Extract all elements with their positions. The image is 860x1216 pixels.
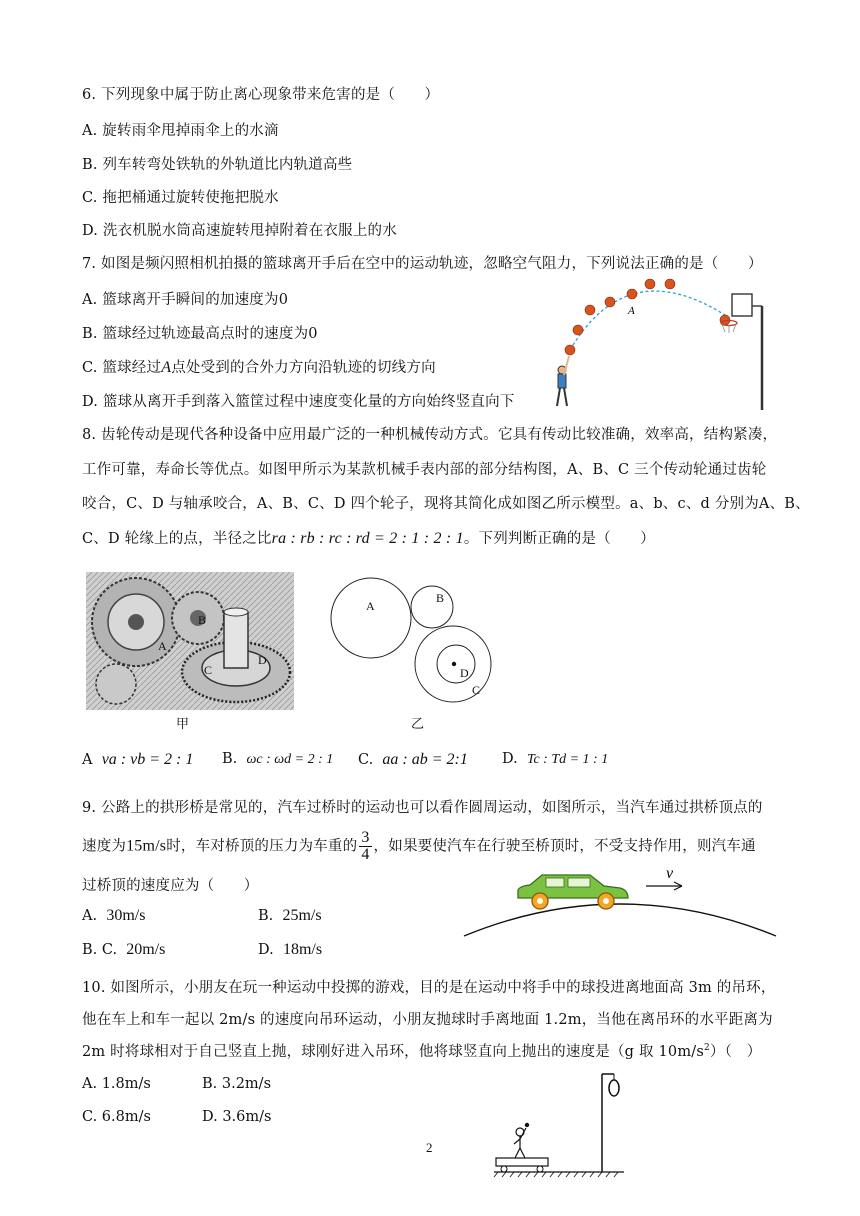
q8-option-d [502,751,608,768]
q9-line-3: 过桥顶的速度应为（ ） [82,878,259,894]
q9-option-c-prefix: B. C. [82,942,118,958]
q6-option-b: B. 列车转弯处铁轨的外轨道比内轨道高些 [82,157,353,173]
player [557,356,569,406]
point-a-label: A [628,305,635,317]
basketball-trajectory-figure [548,272,778,412]
figure-yi-caption: 乙 [411,717,425,732]
figure-jia-caption: 甲 [176,717,190,732]
q6-option-a: A. 旋转雨伞甩掉雨伞上的水滴 [82,123,279,139]
q9-line-2 [82,830,756,863]
q9-option-a-prefix: A. [82,908,98,924]
q8-option-b-prefix: B. [222,751,238,767]
q8-option-c-prefix: C. [358,752,374,768]
ball-1 [565,345,575,355]
q10-line-3-sup: 2 [704,1043,710,1054]
bridge-arc [464,904,776,936]
q7-stem: 7. 如图是频闪照相机拍摄的篮球离开手后在空中的运动轨迹，忽略空气阻力，下列说法正确的是（ ） [82,256,763,272]
q7-option-a: A. 篮球离开手瞬间的加速度为0 [82,292,289,308]
car-bridge-figure [460,862,790,940]
q9-option-c-value: 20m/s [126,941,166,958]
fraction-numerator: 3 [361,829,370,846]
q9-option-c [82,941,165,959]
q7-option-d: D. 篮球从离开手到落入篮筐过程中速度变化量的方向始终竖直向下 [82,394,515,410]
q9-option-a [82,907,145,925]
gear-label-b: B [198,613,207,627]
radius-ratio: ra : rb : rc : rd = 2 : 1 : 2 : 1 [271,530,464,547]
q9-line-2-mid: 时，车对桥顶的压力为车重的 [166,838,358,855]
gear-label-d: D [258,653,267,667]
fraction-denominator: 4 [361,846,370,863]
circle-label-d: D [460,666,469,680]
gear-label-a: A [158,639,167,653]
q10-option-c: C. 6.8m/s [82,1109,151,1125]
ball [525,1123,529,1127]
q9-option-d-value: 18m/s [282,941,323,958]
page-number: 2 [426,1140,433,1155]
q9-line-2-pre: 速度为 [82,838,127,855]
gear-label-c: C [204,663,213,677]
q6-option-c: C. 拖把桶通过旋转使拖把脱水 [82,190,279,206]
q8-line-4-post: 。下列判断正确的是（ ） [463,531,655,547]
speed-value: 15m/s [126,837,167,855]
backboard [732,294,752,316]
q10-option-d: D. 3.6m/s [202,1109,272,1125]
q8-line-3: 咬合，C、D 与轴承咬合，A、B、C、D 四个轮子，现将其简化成如图乙所示模型。a、b、c、d 分别为A、B、 [82,496,810,512]
q8-line-4 [82,527,655,548]
q8-line-1: 8. 齿轮传动是现代各种设备中应用最广泛的一种机械传动方式。它具有传动比较准确，效率高，结构紧凑， [82,427,778,443]
circle-label-b: B [436,591,445,605]
q9-option-b [258,907,322,925]
velocity-label: v [666,865,674,882]
q8-option-d-expr: Tc : Td = 1 : 1 [526,752,609,767]
q8-option-b [222,751,333,768]
q8-option-c-expr: aa : ab = 2:1 [382,751,468,768]
gear-photo-figure [86,572,294,710]
q7-option-c-post: 点处受到的合外力方向沿轨迹的切线方向 [171,360,436,376]
q7-option-c-var: A [161,359,172,376]
circle-b [411,586,453,628]
q6-stem: 6. 下列现象中属于防止离心现象带来危害的是（ ） [82,87,440,103]
ball-3 [585,305,595,315]
circle-label-a: A [366,599,375,613]
q9-option-d-prefix: D. [258,942,274,958]
q7-option-c-pre: C. 篮球经过 [82,360,162,376]
q10-option-a: A. 1.8m/s [82,1076,151,1092]
q8-option-a [82,751,193,769]
circle-a [331,578,411,658]
q8-line-2: 工作可靠，寿命长等优点。如图甲所示为某款机械手表内部的部分结构图，A、B、C 三个传动轮通过齿轮 [82,462,767,478]
center-dot [452,662,456,666]
fraction-three-quarters [359,830,371,863]
q9-line-2-post: ，如果要使汽车在行驶至桥顶时，不受支持作用，则汽车通 [373,838,756,855]
q8-option-a-prefix: A [82,752,93,768]
q8-line-4-pre: C、D 轮缘上的点，半径之比 [82,531,272,547]
q10-line-3-pre: 2m 时将球相对于自己竖直上抛，球刚好进入吊环，他将球竖直向上抛出的速度是（g 取 10m/s [82,1044,705,1060]
q8-option-d-prefix: D. [502,751,518,767]
q7-option-c [82,356,436,377]
q10-line-3-post: ）（ ） [709,1044,762,1060]
ball-2 [573,325,583,335]
ball-5 [627,289,637,299]
circle-label-c: C [472,683,481,697]
car-icon [518,875,628,909]
q8-option-a-expr: va : vb = 2 : 1 [101,751,194,768]
q10-line-2: 他在车上和车一起以 2m/s 的速度向吊环运动，小朋友抛球时手离地面 1.2m，当他在离吊环的水平距离为 [82,1012,773,1028]
ball-7 [665,279,675,289]
q8-option-b-expr: ωc : ωd = 2 : 1 [246,752,334,767]
q9-option-d [258,941,322,959]
child [514,1128,526,1158]
q9-option-b-value: 25m/s [282,907,322,924]
hanging-ring [609,1080,619,1096]
cart [496,1158,548,1166]
q8-option-c [358,751,468,769]
ball-6 [645,279,655,289]
gear-model-figure [326,574,510,714]
q9-line-1: 9. 公路上的拱形桥是常见的，汽车过桥时的运动也可以看作圆周运动，如图所示，当汽车通过拱桥顶点的 [82,800,763,816]
q6-option-d: D. 洗衣机脱水筒高速旋转甩掉附着在衣服上的水 [82,223,397,239]
q7-option-b: B. 篮球经过轨迹最高点时的速度为0 [82,326,318,342]
throwing-game-figure [488,1070,628,1178]
q10-line-3 [82,1040,762,1061]
q9-option-a-value: 30m/s [106,907,146,924]
q10-option-b: B. 3.2m/s [202,1076,272,1092]
q9-option-b-prefix: B. [258,908,274,924]
ball-4 [605,297,615,307]
q10-line-1: 10. 如图所示，小朋友在玩一种运动中投掷的游戏，目的是在运动中将手中的球投进离地面高 3m 的吊环， [82,980,776,996]
